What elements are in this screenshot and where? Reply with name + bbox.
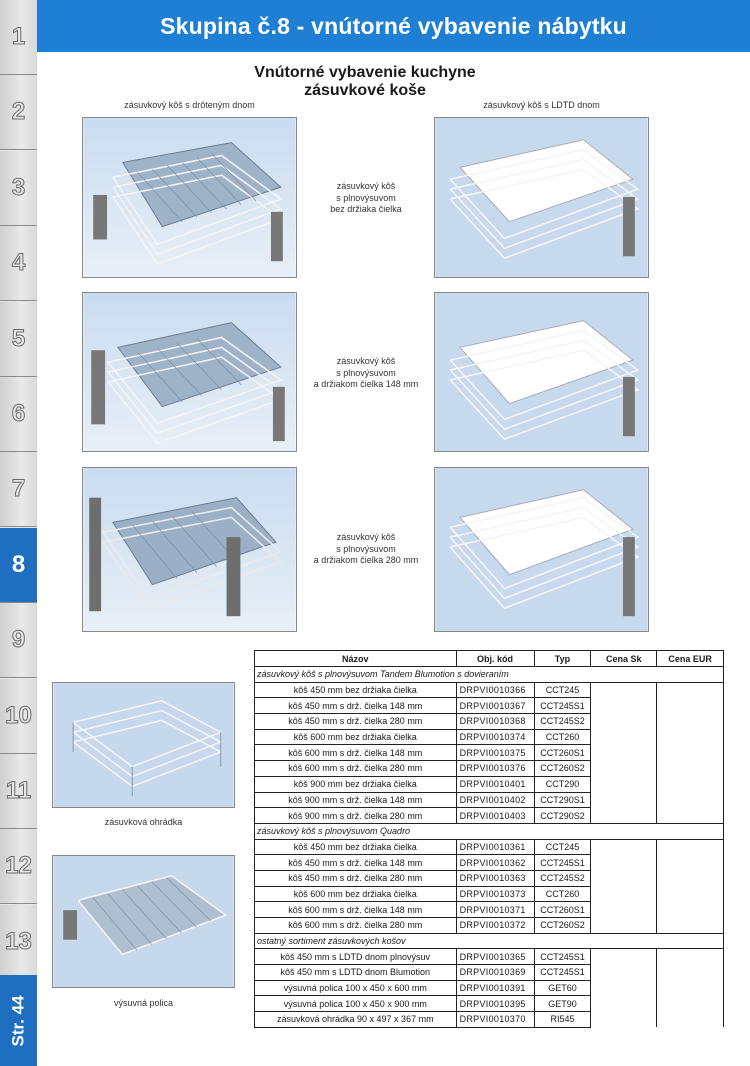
drawer-railing-photo xyxy=(52,682,235,808)
cell-price-sk xyxy=(591,855,657,871)
row-caption-1-line-2: s plnovýsuvom xyxy=(336,192,396,203)
cell-type: CCT245S1 xyxy=(534,855,591,871)
cell-name: kôš 450 mm s drž. čielka 280 mm xyxy=(255,870,457,886)
row-caption-3-line-1: zásuvkový kôš xyxy=(336,532,396,542)
table-row xyxy=(255,996,724,1012)
cell-type: CCT260S1 xyxy=(534,902,591,918)
table-row xyxy=(255,902,724,918)
row-caption-2-line-2: s plnovýsuvom xyxy=(336,367,396,378)
pullout-shelf-photo xyxy=(52,855,235,988)
cell-type: CCT245S2 xyxy=(534,714,591,730)
cell-price-sk xyxy=(591,745,657,761)
col-header-code: Obj. kód xyxy=(456,651,534,667)
left-column-label: zásuvkový kôš s drôteným dnom xyxy=(124,100,255,110)
chapter-tab-7[interactable] xyxy=(0,452,37,527)
cell-name: kôš 900 mm s drž. čielka 148 mm xyxy=(255,792,457,808)
chapter-tab-11[interactable] xyxy=(0,754,37,829)
subtitle-line-2: zásuvkové koše xyxy=(304,82,426,99)
row-caption-1 xyxy=(305,181,427,216)
cell-code: DRPVI0010365 xyxy=(456,949,534,965)
basket-wire-image-3 xyxy=(83,468,296,631)
cell-name: kôš 600 mm s drž. čielka 280 mm xyxy=(255,761,457,777)
table-row xyxy=(255,792,724,808)
cell-name: kôš 600 mm bez držiaka čielka xyxy=(255,886,457,902)
cell-code: DRPVI0010368 xyxy=(456,714,534,730)
chapter-tab-label: 3 xyxy=(11,173,26,201)
chapter-tab-9[interactable] xyxy=(0,603,37,678)
cell-price-sk xyxy=(591,870,657,886)
cell-name: kôš 450 mm s drž. čielka 280 mm xyxy=(255,714,457,730)
cell-type: CCT245S1 xyxy=(534,698,591,714)
cell-price-sk xyxy=(591,949,657,965)
table-row xyxy=(255,839,724,855)
chapter-tab-label: 11 xyxy=(5,777,32,804)
cell-price-eur xyxy=(657,965,724,981)
cell-type: CCT290S1 xyxy=(534,792,591,808)
cell-name: kôš 600 mm s drž. čielka 148 mm xyxy=(255,745,457,761)
basket-wire-image-2 xyxy=(83,293,296,451)
chapter-tab-1[interactable] xyxy=(0,0,37,75)
cell-price-eur xyxy=(657,714,724,730)
cell-code: DRPVI0010361 xyxy=(456,839,534,855)
cell-price-sk xyxy=(591,792,657,808)
cell-name: kôš 450 mm s drž. čielka 148 mm xyxy=(255,698,457,714)
basket-ldtd-image-3 xyxy=(435,468,648,631)
cell-price-eur xyxy=(657,996,724,1012)
cell-name: kôš 600 mm s drž. čielka 148 mm xyxy=(255,902,457,918)
table-row xyxy=(255,776,724,792)
chapter-tab-label: 13 xyxy=(5,927,32,955)
table-group-title: zásuvkový kôš s plnovýsuvom Tandem Blumotion s dovieraním xyxy=(255,667,724,683)
basket-wire-photo-2 xyxy=(82,292,297,452)
cell-price-sk xyxy=(591,996,657,1012)
cell-code: DRPVI0010372 xyxy=(456,918,534,934)
basket-wire-photo-3 xyxy=(82,467,297,632)
cell-name: kôš 600 mm s drž. čielka 280 mm xyxy=(255,918,457,934)
row-caption-2-line-1: zásuvkový kôš xyxy=(336,356,396,366)
cell-price-eur xyxy=(657,1012,724,1028)
cell-type: CCT260 xyxy=(534,729,591,745)
table-row xyxy=(255,886,724,902)
chapter-tab-label: 4 xyxy=(11,249,26,277)
cell-price-eur xyxy=(657,902,724,918)
chapter-tab-2[interactable] xyxy=(0,75,37,150)
subtitle-line-1: Vnútorné vybavenie kuchyne xyxy=(254,64,476,81)
cell-name: kôš 450 mm s LDTD dnom Blumotion xyxy=(255,965,457,981)
cell-code: DRPVI0010363 xyxy=(456,870,534,886)
basket-wire-photo-1 xyxy=(82,117,297,278)
page-title: Skupina č.8 - vnútorné vybavenie nábytku xyxy=(160,12,627,39)
cell-code: DRPVI0010362 xyxy=(456,855,534,871)
cell-code: DRPVI0010371 xyxy=(456,902,534,918)
cell-type: CCT260S2 xyxy=(534,761,591,777)
cell-type: CCT245S1 xyxy=(534,965,591,981)
table-group-row xyxy=(255,933,724,949)
cell-name: kôš 450 mm bez držiaka čielka xyxy=(255,839,457,855)
right-column-label: zásuvkový kôš s LDTD dnom xyxy=(483,100,600,110)
cell-type: CCT260S1 xyxy=(534,745,591,761)
cell-type: CCT245S1 xyxy=(534,949,591,965)
cell-price-sk xyxy=(591,918,657,934)
table-group-row xyxy=(255,667,724,683)
table-row xyxy=(255,729,724,745)
cell-code: DRPVI0010369 xyxy=(456,965,534,981)
chapter-tab-label: 6 xyxy=(11,400,26,427)
cell-name: výsuvná polica 100 x 450 x 900 mm xyxy=(255,996,457,1012)
page-number-box xyxy=(0,975,37,1066)
cell-code: DRPVI0010373 xyxy=(456,886,534,902)
section-subtitle xyxy=(200,64,530,100)
cell-price-sk xyxy=(591,808,657,824)
row-caption-1-line-1: zásuvkový kôš xyxy=(336,181,396,191)
cell-type: CCT245S2 xyxy=(534,870,591,886)
cell-name: kôš 450 mm s drž. čielka 148 mm xyxy=(255,855,457,871)
cell-code: DRPVI0010375 xyxy=(456,745,534,761)
cell-price-eur xyxy=(657,980,724,996)
cell-type: GET90 xyxy=(534,996,591,1012)
chapter-tabs xyxy=(0,0,37,1066)
chapter-tab-label: 12 xyxy=(5,852,32,880)
chapter-tab-3[interactable] xyxy=(0,151,37,226)
cell-price-eur xyxy=(657,886,724,902)
col-header-type: Typ xyxy=(534,651,591,667)
cell-price-eur xyxy=(657,698,724,714)
table-row xyxy=(255,870,724,886)
table-group-row xyxy=(255,823,724,839)
chapter-tab-label: 5 xyxy=(11,324,26,352)
cell-price-eur xyxy=(657,729,724,745)
cell-price-sk xyxy=(591,902,657,918)
row-caption-2 xyxy=(305,356,427,391)
cell-price-eur xyxy=(657,949,724,965)
cell-type: CCT260S2 xyxy=(534,918,591,934)
cell-type: CCT245 xyxy=(534,839,591,855)
cell-price-eur xyxy=(657,839,724,855)
cell-price-eur xyxy=(657,792,724,808)
col-header-name: Názov xyxy=(255,651,457,667)
row-caption-2-line-3: a držiakom čielka 148 mm xyxy=(313,379,419,389)
col-header-price-eur: Cena EUR xyxy=(657,651,724,667)
chapter-tab-13[interactable] xyxy=(0,905,37,980)
cell-code: DRPVI0010395 xyxy=(456,996,534,1012)
basket-ldtd-photo-1 xyxy=(434,117,649,278)
chapter-tab-label: 1 xyxy=(11,23,26,50)
table-row xyxy=(255,1012,724,1028)
cell-price-sk xyxy=(591,965,657,981)
cell-code: DRPVI0010391 xyxy=(456,980,534,996)
cell-name: kôš 450 mm s LDTD dnom plnovýsuv xyxy=(255,949,457,965)
cell-type: CCT260 xyxy=(534,886,591,902)
cell-name: kôš 450 mm bez držiaka čielka xyxy=(255,682,457,698)
basket-ldtd-photo-2 xyxy=(434,292,649,452)
cell-price-sk xyxy=(591,839,657,855)
cell-name: kôš 900 mm s drž. čielka 280 mm xyxy=(255,808,457,824)
cell-code: DRPVI0010370 xyxy=(456,1012,534,1028)
table-row xyxy=(255,949,724,965)
cell-code: DRPVI0010366 xyxy=(456,682,534,698)
chapter-tab-label: 8 xyxy=(11,550,26,578)
row-caption-3-line-3: a držiakom čielka 280 mm xyxy=(313,555,419,565)
chapter-tab-label: 9 xyxy=(11,626,26,654)
price-table xyxy=(254,650,724,1028)
chapter-tab-6[interactable] xyxy=(0,377,37,452)
table-row xyxy=(255,761,724,777)
basket-wire-image-1 xyxy=(83,118,296,277)
cell-price-sk xyxy=(591,729,657,745)
cell-price-eur xyxy=(657,808,724,824)
cell-type: CCT245 xyxy=(534,682,591,698)
table-row xyxy=(255,745,724,761)
cell-price-eur xyxy=(657,870,724,886)
cell-code: DRPVI0010376 xyxy=(456,761,534,777)
cell-name: zásuvková ohrádka 90 x 497 x 367 mm xyxy=(255,1012,457,1028)
chapter-tab-10[interactable] xyxy=(0,679,37,754)
cell-price-sk xyxy=(591,776,657,792)
cell-type: CCT290S2 xyxy=(534,808,591,824)
table-header-row xyxy=(255,651,724,667)
cell-price-eur xyxy=(657,855,724,871)
cell-price-sk xyxy=(591,714,657,730)
chapter-tab-8[interactable] xyxy=(0,528,37,603)
chapter-tab-5[interactable] xyxy=(0,302,37,377)
cell-price-sk xyxy=(591,980,657,996)
cell-code: DRPVI0010367 xyxy=(456,698,534,714)
page-number: Str. 44 xyxy=(8,994,28,1047)
table-row xyxy=(255,808,724,824)
basket-ldtd-image-2 xyxy=(435,293,648,451)
pullout-shelf-image xyxy=(53,856,234,987)
cell-name: kôš 600 mm bez držiaka čielka xyxy=(255,729,457,745)
basket-ldtd-photo-3 xyxy=(434,467,649,632)
row-caption-3 xyxy=(305,532,427,567)
drawer-railing-caption: zásuvková ohrádka xyxy=(104,817,183,827)
cell-price-sk xyxy=(591,761,657,777)
cell-price-eur xyxy=(657,761,724,777)
chapter-tab-label: 2 xyxy=(11,98,26,126)
cell-name: kôš 900 mm bez držiaka čielka xyxy=(255,776,457,792)
cell-price-eur xyxy=(657,918,724,934)
table-row xyxy=(255,855,724,871)
cell-price-sk xyxy=(591,886,657,902)
basket-ldtd-image-1 xyxy=(435,118,648,277)
cell-code: DRPVI0010403 xyxy=(456,808,534,824)
header-bar xyxy=(37,0,750,52)
table-row xyxy=(255,698,724,714)
cell-type: CCT290 xyxy=(534,776,591,792)
table-row xyxy=(255,714,724,730)
drawer-railing-image xyxy=(53,683,234,807)
table-row xyxy=(255,682,724,698)
cell-price-sk xyxy=(591,682,657,698)
cell-price-eur xyxy=(657,776,724,792)
table-row xyxy=(255,918,724,934)
col-header-price-sk: Cena Sk xyxy=(591,651,657,667)
row-caption-1-line-3: bez držiaka čielka xyxy=(330,204,402,214)
cell-price-sk xyxy=(591,698,657,714)
cell-code: DRPVI0010374 xyxy=(456,729,534,745)
chapter-tab-label: 10 xyxy=(5,701,32,729)
table-row xyxy=(255,980,724,996)
pullout-shelf-caption: výsuvná polica xyxy=(113,998,174,1008)
cell-type: GET60 xyxy=(534,980,591,996)
cell-code: DRPVI0010401 xyxy=(456,776,534,792)
chapter-tab-4[interactable] xyxy=(0,226,37,301)
chapter-tab-label: 7 xyxy=(11,475,26,503)
cell-price-sk xyxy=(591,1012,657,1028)
chapter-tab-12[interactable] xyxy=(0,829,37,904)
table-row xyxy=(255,965,724,981)
table-group-title: zásuvkový kôš s plnovýsuvom Quadro xyxy=(255,823,724,839)
table-group-title: ostatný sortiment zásuvkových košov xyxy=(255,933,724,949)
cell-code: DRPVI0010402 xyxy=(456,792,534,808)
cell-type: RI545 xyxy=(534,1012,591,1028)
cell-price-eur xyxy=(657,682,724,698)
cell-price-eur xyxy=(657,745,724,761)
cell-name: výsuvná polica 100 x 450 x 600 mm xyxy=(255,980,457,996)
row-caption-3-line-2: s plnovýsuvom xyxy=(336,543,396,554)
